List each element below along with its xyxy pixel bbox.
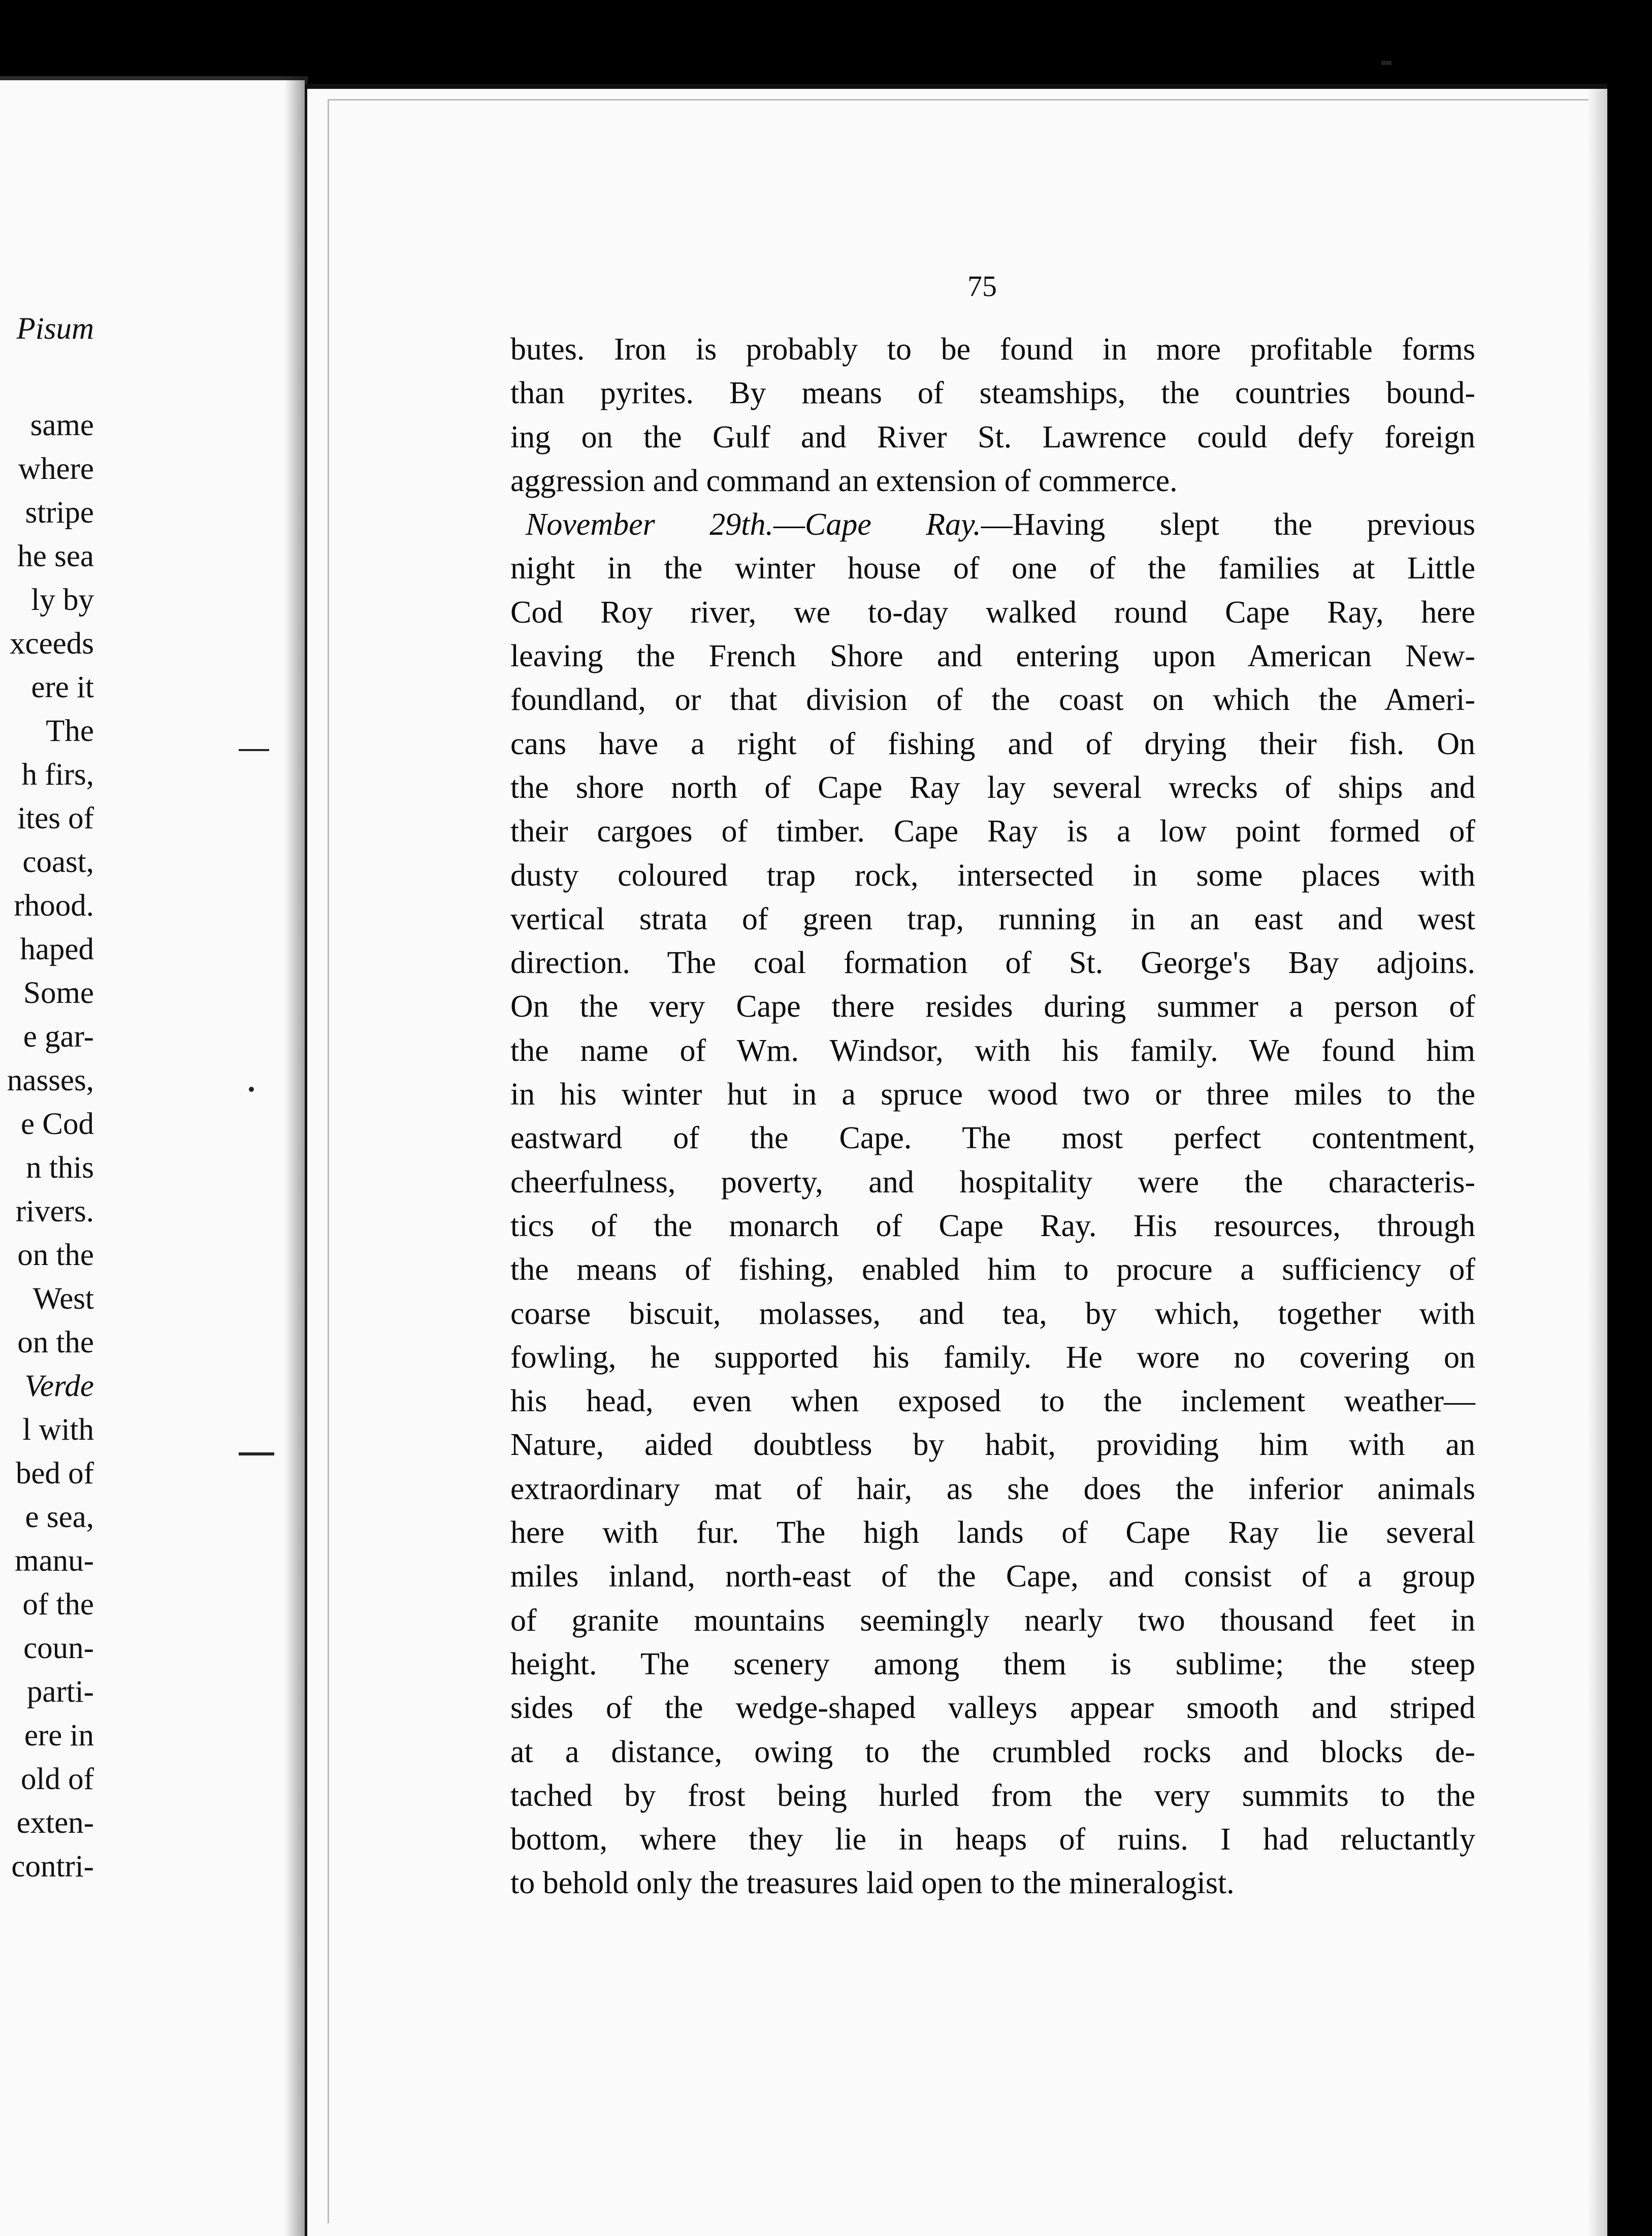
previous-page-line: Some bbox=[23, 976, 94, 1010]
previous-page-line: on the bbox=[17, 1238, 94, 1272]
gutter-shadow bbox=[284, 76, 305, 2236]
previous-page-line: rivers. bbox=[15, 1194, 94, 1228]
page-top-edge bbox=[0, 76, 305, 80]
body-line: coarse biscuit, molasses, and tea, by which, together with bbox=[510, 1296, 1475, 1331]
previous-page-line: n this bbox=[26, 1151, 94, 1185]
previous-page-line: nasses, bbox=[7, 1063, 94, 1097]
previous-page-line: The bbox=[46, 714, 94, 748]
page-number: 75 bbox=[967, 270, 997, 303]
previous-page-line: West bbox=[33, 1282, 94, 1316]
body-line: miles inland, north-east of the Cape, and consist of a group bbox=[510, 1559, 1475, 1594]
previous-page-line: h firs, bbox=[21, 758, 94, 792]
body-line: sides of the wedge-shaped valleys appear smooth and striped bbox=[510, 1691, 1475, 1726]
previous-page-line: old of bbox=[20, 1762, 94, 1796]
previous-page-line: e sea, bbox=[25, 1500, 94, 1534]
previous-page-line: where bbox=[18, 452, 94, 486]
body-line: the means of fishing, enabled him to procure a sufficiency of bbox=[510, 1252, 1475, 1287]
previous-page-line: same bbox=[30, 408, 94, 442]
dateline-place: Cape Ray. bbox=[804, 507, 981, 542]
body-line: cans have a right of fishing and of drying their fish. On bbox=[510, 726, 1475, 761]
body-line: aggression and command an extension of commerce. bbox=[510, 463, 1178, 498]
body-line: On the very Cape there resides during summer a person of bbox=[510, 989, 1475, 1024]
dateline: November 29th. bbox=[526, 507, 773, 542]
body-line: in his winter hut in a spruce wood two or three miles to the bbox=[510, 1077, 1475, 1112]
dateline-rest: —Having slept the previous bbox=[981, 507, 1475, 542]
body-line: extraordinary mat of hair, as she does the inferior animals bbox=[510, 1471, 1475, 1506]
body-line: Cod Roy river, we to-day walked round Cape Ray, here bbox=[510, 595, 1475, 630]
scan-mark bbox=[1381, 61, 1391, 65]
page-curl-shadow bbox=[1587, 89, 1607, 2236]
scan-mark bbox=[239, 749, 269, 751]
previous-page-line: parti- bbox=[26, 1675, 94, 1709]
body-line: leaving the French Shore and entering upon American New- bbox=[510, 639, 1475, 674]
current-page bbox=[305, 84, 1607, 2236]
previous-page-line: manu- bbox=[15, 1544, 94, 1578]
body-line: foundland, or that division of the coast on which the Ameri- bbox=[510, 683, 1475, 718]
body-line: cheerfulness, poverty, and hospitality were the characteris- bbox=[510, 1164, 1475, 1200]
body-line: tached by frost being hurled from the very summits to the bbox=[510, 1778, 1475, 1813]
previous-page-line: ere in bbox=[24, 1719, 94, 1753]
body-line: fowling, he supported his family. He wore no covering on bbox=[510, 1340, 1475, 1375]
body-line: his head, even when exposed to the inclement weather— bbox=[510, 1384, 1475, 1419]
body-line: of granite mountains seemingly nearly two thousand feet in bbox=[510, 1603, 1475, 1638]
body-line: vertical strata of green trap, running in an east and west bbox=[510, 901, 1475, 936]
previous-page-line: coun- bbox=[23, 1631, 94, 1665]
body-line: the shore north of Cape Ray lay several wrecks of ships and bbox=[510, 770, 1475, 805]
scan-mark bbox=[249, 1087, 254, 1092]
previous-page-line: of the bbox=[22, 1587, 94, 1622]
body-line: bottom, where they lie in heaps of ruins. I had reluctantly bbox=[510, 1822, 1475, 1857]
previous-page-line: rhood. bbox=[14, 889, 94, 923]
previous-page-line: e Cod bbox=[20, 1107, 94, 1141]
previous-page-line: e gar- bbox=[23, 1020, 94, 1054]
body-line: ing on the Gulf and River St. Lawrence could defy foreign bbox=[510, 419, 1475, 455]
previous-page-line: ites of bbox=[17, 801, 94, 835]
body-line: at a distance, owing to the crumbled rocks and blocks de- bbox=[510, 1734, 1475, 1769]
previous-page-line: l with bbox=[22, 1413, 94, 1447]
dateline-separator: — bbox=[773, 507, 805, 542]
previous-page-line: ere it bbox=[31, 670, 94, 704]
body-text bbox=[510, 328, 1475, 1905]
body-line: to behold only the treasures laid open to the mineralogist. bbox=[510, 1866, 1235, 1901]
previous-page-line: bed of bbox=[15, 1456, 94, 1490]
previous-page-line: contri- bbox=[11, 1850, 94, 1884]
previous-page-line: on the bbox=[17, 1325, 94, 1359]
body-line: height. The scenery among them is sublime; the steep bbox=[510, 1646, 1475, 1681]
previous-page-line: haped bbox=[20, 932, 94, 966]
body-line: Nature, aided doubtless by habit, providing him with an bbox=[510, 1428, 1475, 1463]
body-line: dusty coloured trap rock, intersected in some places with bbox=[510, 858, 1475, 893]
body-line: the name of Wm. Windsor, with his family. We found him bbox=[510, 1033, 1475, 1068]
previous-page-line: coast, bbox=[22, 845, 94, 879]
previous-page-text bbox=[0, 307, 94, 1889]
previous-page-line: exten- bbox=[16, 1806, 94, 1840]
body-line: than pyrites. By means of steamships, the countries bound- bbox=[510, 376, 1475, 411]
body-line: here with fur. The high lands of Cape Ray lie several bbox=[510, 1515, 1475, 1550]
previous-page-line: stripe bbox=[25, 496, 94, 530]
body-line: their cargoes of timber. Cape Ray is a low point formed of bbox=[510, 814, 1475, 849]
body-line bbox=[510, 503, 1475, 546]
previous-page-line: Verde bbox=[24, 1369, 94, 1403]
previous-page-line: Pisum bbox=[16, 312, 94, 346]
body-line: direction. The coal formation of St. George's Bay adjoins. bbox=[510, 946, 1475, 981]
previous-page-line: ly by bbox=[31, 583, 94, 617]
body-line: tics of the monarch of Cape Ray. His resources, through bbox=[510, 1208, 1475, 1243]
previous-page-line: he sea bbox=[17, 539, 94, 573]
scan-mark bbox=[239, 1452, 274, 1455]
body-line: butes. Iron is probably to be found in more profitable forms bbox=[510, 332, 1475, 367]
previous-page-line: xceeds bbox=[10, 627, 94, 661]
previous-page-fragment bbox=[0, 76, 308, 2236]
body-line: night in the winter house of one of the families at Little bbox=[510, 551, 1475, 586]
body-line: eastward of the Cape. The most perfect contentment, bbox=[510, 1121, 1475, 1156]
